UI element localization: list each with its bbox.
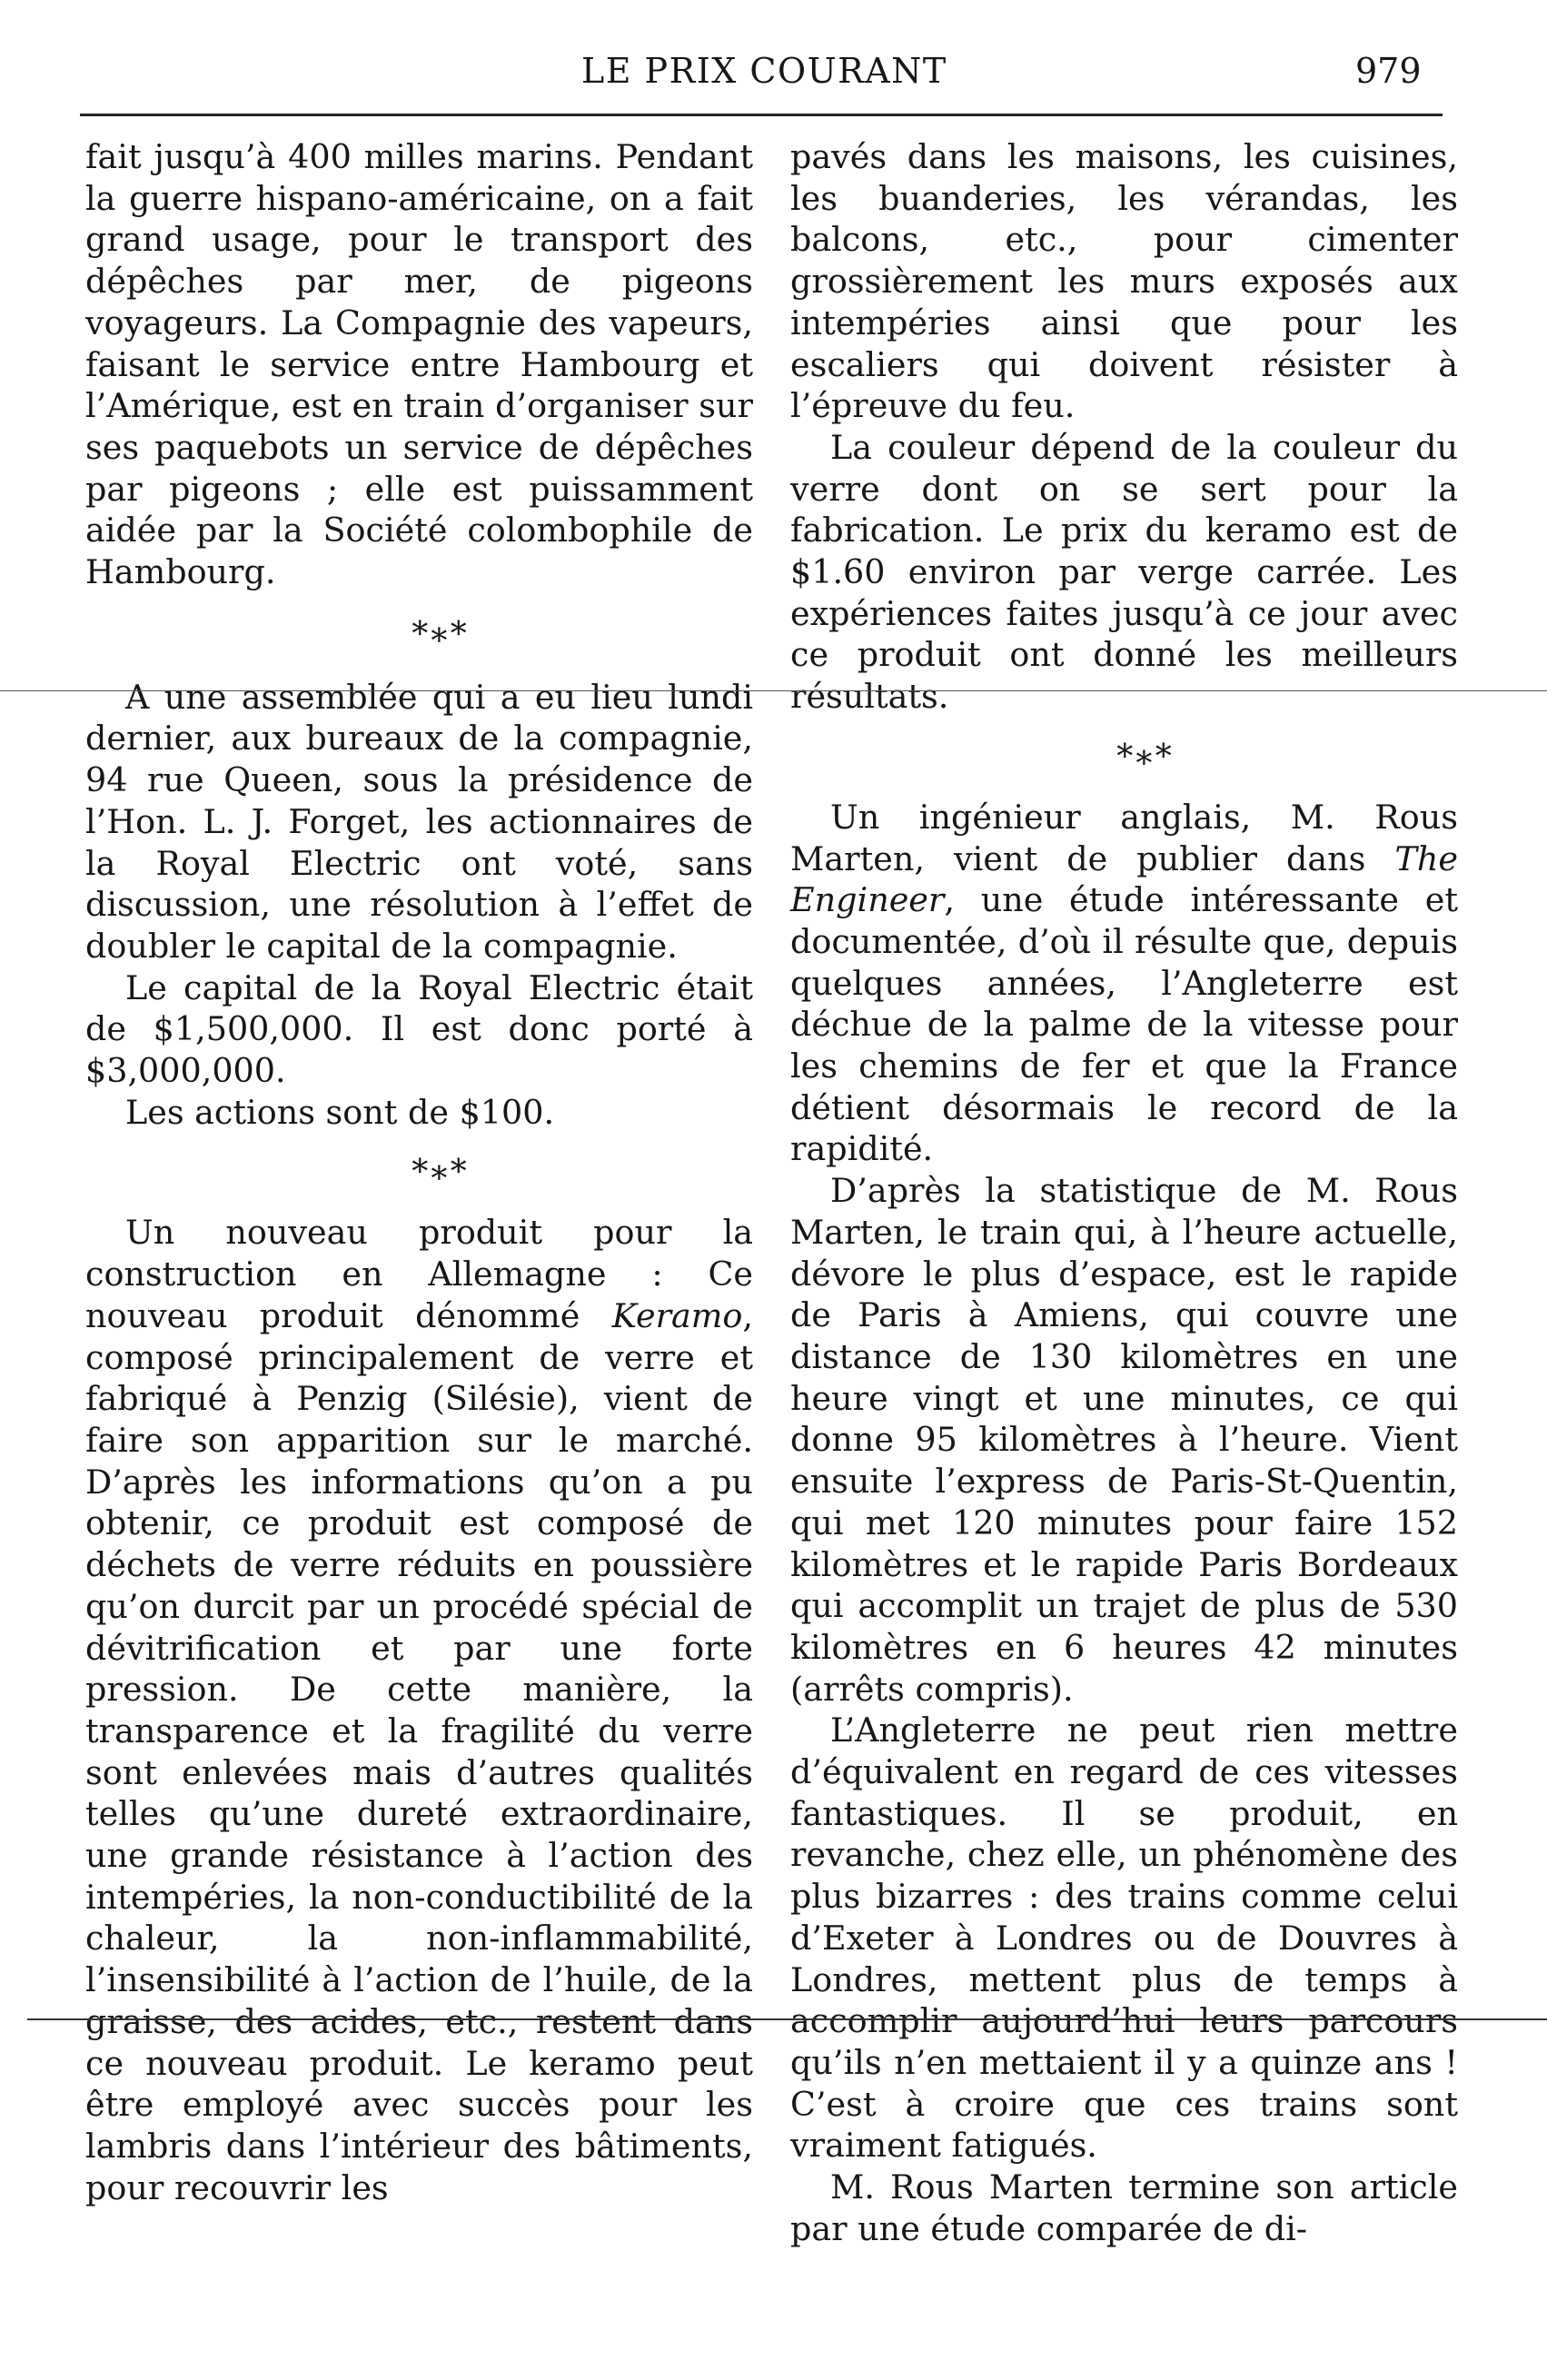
keramo-italic: Keramo <box>611 1295 743 1335</box>
running-title: LE PRIX COURANT <box>581 51 947 91</box>
page-header <box>0 51 1547 105</box>
header-rule <box>80 114 1443 116</box>
asterism-separator: *∗* <box>1116 738 1172 776</box>
paragraph-train-statistics: D’après la statistique de M. Rous Marten, le train qui, à l’heure actuelle, dévore le plus d’espace, est le rapide de Paris à Amiens, qui couvre une distance de 130 kilomètres en une heure vingt et une minutes, ce qui donne 95 kilomètres à l’heure. Vient ensuite l’express de Paris-St-Quentin, qui met 120 minutes pour faire 152 kilomètres et le rapide Paris Bordeaux qui accomplit un trajet de plus de 530 kilomètres en 6 heures 42 minutes (arrêts compris). <box>790 1171 1458 1709</box>
asterism-separator: *∗* <box>412 1154 467 1192</box>
paragraph-keramo <box>85 1212 753 2208</box>
paragraph-rous-marten <box>790 797 1458 1170</box>
scan-fold-line <box>27 2018 1547 2020</box>
paragraph-royal-electric-meeting: A une assemblée qui a eu lieu lundi dernier, aux bureaux de la compagnie, 94 rue Queen, sous la présidence de l’Hon. L. J. Forget, les actionnaires de la Royal Electric ont voté, sans discussion, une résolution à l’effet de doubler le capital de la compagnie. <box>85 677 753 966</box>
paragraph-pigeons: fait jusqu’à 400 milles marins. Pendant la guerre hispano-américaine, on a fait grand usage, pour le transport des dépêches par mer, de pigeons voyageurs. La Compagnie des vapeurs, faisant le service entre Hambourg et l’Amérique, est en train d’organiser sur ses paquebots un service de dépêches par pigeons ; elle est puissamment aidée par la Société colombophile de Hambourg. <box>85 137 753 592</box>
paragraph-capital: Le capital de la Royal Electric était de $1,500,000. Il est donc porté à $3,000,000. <box>85 967 753 1091</box>
left-column <box>85 136 753 2208</box>
keramo-text-rest: , composé principalement de verre et fabriqué à Penzig (Silésie), vient de faire son apparition sur le marché. D’après les informations qu’on a pu obtenir, ce produit est composé de déchets de verre réduits en poussière qu’on durcit par un procédé spécial de dévitrification et par une forte pression. De cette manière, la transparence et la fragilité du verre sont enlevées mais d’autres qualités telles qu’une dureté extraordinaire, une grande résistance à l’action des intempéries, la non-conductibilité de la chaleur, la non-inflammabilité, l’insensibilité à l’action de l’huile, de la graisse, des acides, etc., restent dans ce nouveau produit. Le keramo peut être employé avec succès pour les lambris dans l’intérieur des bâtiments, pour recouvrir les <box>85 1295 753 2207</box>
keramo-text-start: Un nouveau produit pour la construction en Allemagne : Ce nouveau produit dénommé <box>85 1213 753 1335</box>
right-column <box>790 136 1458 2249</box>
engineer-text-start: Un ingénieur anglais, M. Rous Marten, vient de publier dans <box>790 797 1458 878</box>
paragraph-keramo-color-price: La couleur dépend de la couleur du verre dont on se sert pour la fabrication. Le prix du keramo est de $1.60 environ par verge carrée. Les expériences faites jusqu’à ce jour avec ce produit ont donné les meilleurs résultats. <box>790 427 1458 717</box>
scan-fold-line <box>0 690 1547 691</box>
engineer-italic: The Engineer <box>790 838 1458 920</box>
paragraph-england-trains: L’Angleterre ne peut rien mettre d’équivalent en regard de ces vitesses fantastiques. Il se produit, en revanche, chez elle, un phénomène des plus bizarres : des trains comme celui d’Exeter à Londres ou de Douvres à Londres, mettent plus de temps à accomplir aujourd’hui leurs parcours qu’ils n’en mettaient il y a quinze ans ! C’est à croire que ces trains sont vraiment fatigués. <box>790 1711 1458 2166</box>
asterism-separator: *∗* <box>412 615 467 653</box>
engineer-text-rest: , une étude intéressante et documentée, d’où il résulte que, depuis quelques années, l’Angleterre est déchue de la palme de la vitesse pour les chemins de fer et que la France détient désormais le record de la rapidité. <box>790 880 1458 1169</box>
paragraph-shares: Les actions sont de $100. <box>125 1092 555 1132</box>
paragraph-conclusion: M. Rous Marten termine son article par une étude comparée de di- <box>790 2167 1458 2248</box>
paragraph-keramo-continued: pavés dans les maisons, les cuisines, les buanderies, les vérandas, les balcons, etc., pour cimenter grossièrement les murs exposés aux intempéries ainsi que pour les escaliers qui doivent résister à l’épreuve du feu. <box>790 137 1458 426</box>
page-number: 979 <box>1355 51 1422 91</box>
